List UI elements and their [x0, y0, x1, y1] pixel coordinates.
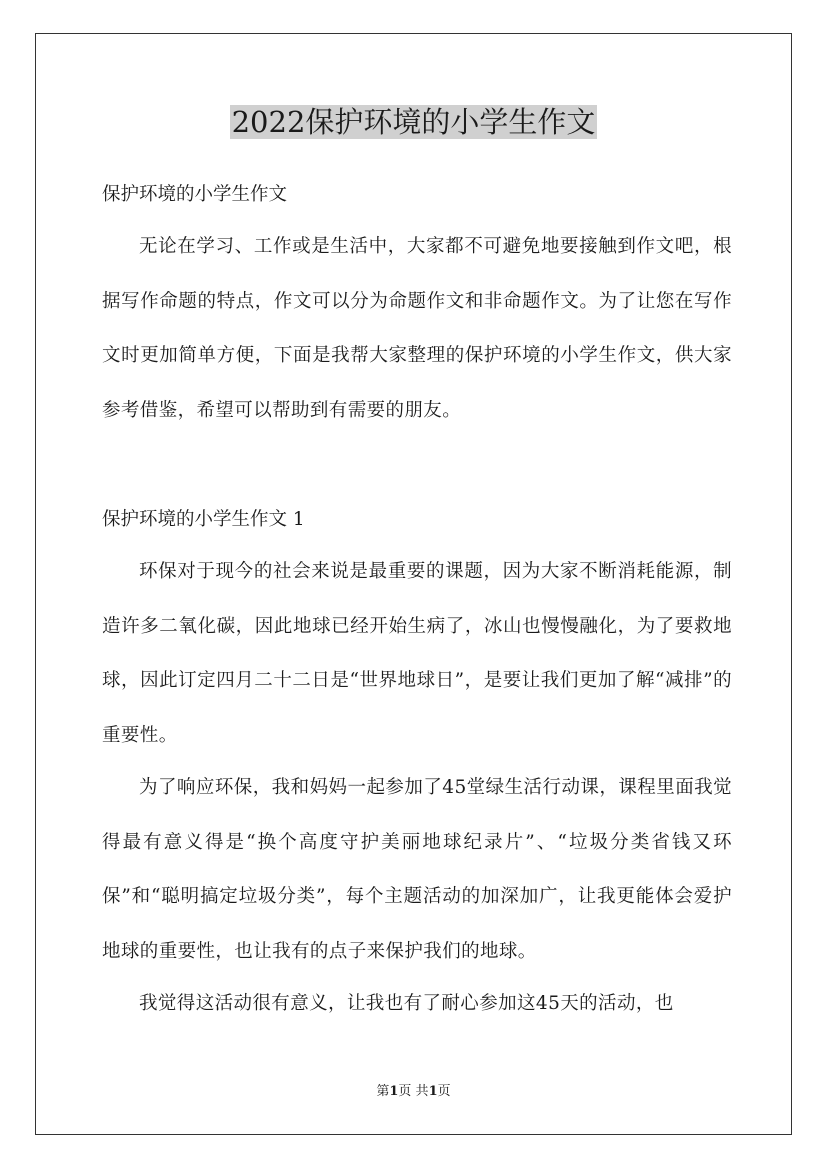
subtitle: 保护环境的小学生作文	[102, 184, 288, 205]
intro-paragraph: 无论在学习、工作或是生活中，大家都不可避免地要接触到作文吧，根据写作命题的特点，作文可以分为命题作文和非命题作文。为了让您在写作文时更加简单方便，下面是我帮大家整理的保护环境的小学生作文，供大家参考借鉴，希望可以帮助到有需要的朋友。	[102, 236, 732, 421]
document-title-text: 2022保护环境的小学生作文	[231, 105, 596, 139]
footer-current-page: 1	[389, 1084, 399, 1099]
section1-paragraph-3: 我觉得这活动很有意义，让我也有了耐心参加这45天的活动，也	[139, 993, 674, 1014]
section1-paragraph-1: 环保对于现今的社会来说是最重要的课题，因为大家不断消耗能源，制造许多二氧化碳，因此地球已经开始生病了，冰山也慢慢融化，为了要救地球，因此订定四月二十二日是“世界地球日”，是要让我们更加了解“减排”的重要性。	[102, 561, 732, 746]
page-footer	[0, 1082, 827, 1102]
section1-paragraph-2: 为了响应环保，我和妈妈一起参加了45堂绿生活行动课，课程里面我觉得最有意义得是“换个高度守护美丽地球纪录片”、“垃圾分类省钱又环保”和“聪明搞定垃圾分类”，每个主题活动的加深加广，让我更能体会爱护地球的重要性，也让我有的点子来保护我们的地球。	[102, 777, 732, 962]
document-title	[0, 100, 827, 144]
section-heading-1: 保护环境的小学生作文 1	[102, 509, 305, 530]
footer-prefix: 第	[376, 1084, 390, 1099]
footer-suffix: 页	[437, 1084, 451, 1099]
footer-total-pages: 1	[428, 1084, 438, 1099]
footer-mid: 页 共	[398, 1084, 429, 1099]
